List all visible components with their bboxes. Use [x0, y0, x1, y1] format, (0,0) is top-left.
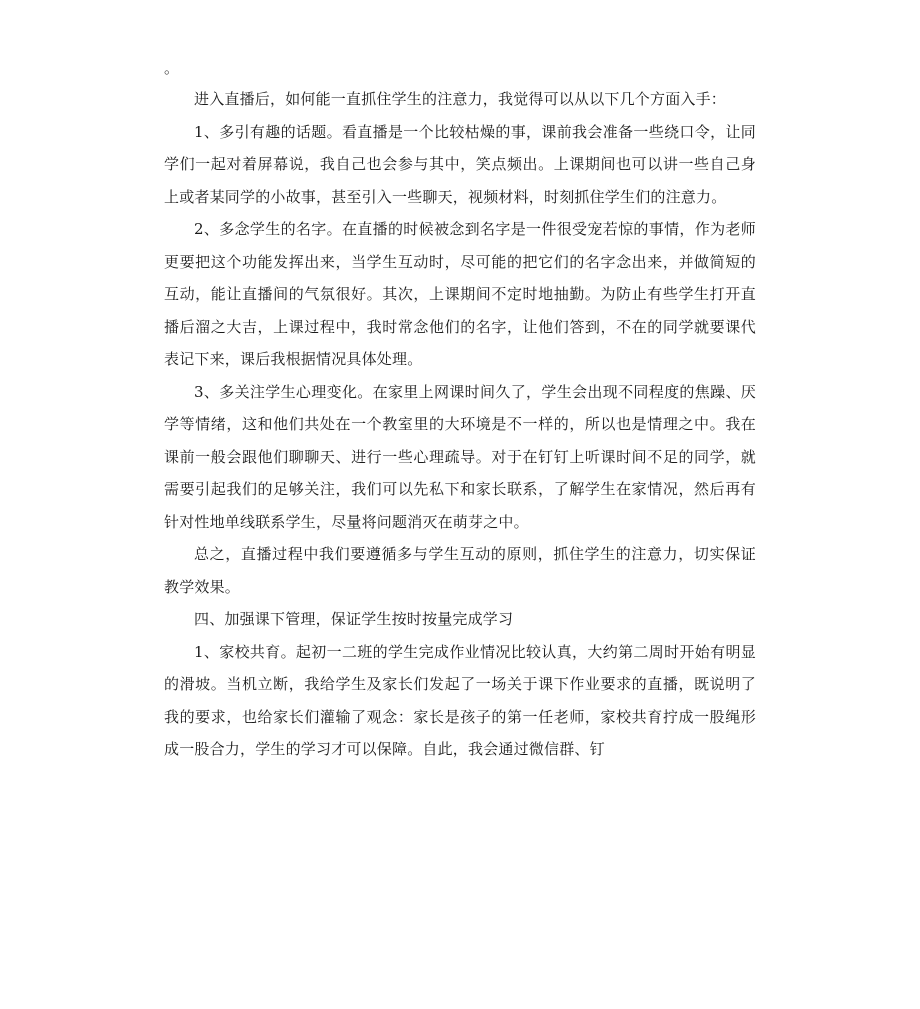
paragraph-home-school: 1、家校共育。起初一二班的学生完成作业情况比较认真，大约第二周时开始有明显的滑坡。当机立断，我给学生及家长们发起了一场关于课下作业要求的直播，既说明了我的要求，也给家长们灌输了观念：家长是孩子的第一任老师，家校共育拧成一股绳形成一股合力，学生的学习才可以保障。自此，我会通过微信群、钉 [164, 642, 756, 758]
text-fragment: 。 [164, 59, 180, 77]
document-body [164, 83, 756, 766]
section-heading: 四、加强课下管理，保证学生按时按量完成学习 [194, 610, 514, 628]
paragraph-point-1: 1、多引有趣的话题。看直播是一个比较枯燥的事，课前我会准备一些绕口令，让同学们一起对着屏幕说，我自己也会参与其中，笑点频出。上课期间也可以讲一些自己身上或者某同学的小故事，甚至引入一些聊天，视频材料，时刻抓住学生们的注意力。 [164, 122, 756, 206]
paragraph-summary: 总之，直播过程中我们要遵循多与学生互动的原则，抓住学生的注意力，切实保证教学效果。 [164, 545, 756, 596]
paragraph-intro: 进入直播后，如何能一直抓住学生的注意力，我觉得可以从以下几个方面入手： [194, 90, 727, 108]
paragraph-point-2: 2、多念学生的名字。在直播的时候被念到名字是一件很受宠若惊的事情，作为老师更要把这个功能发挥出来，当学生互动时，尽可能的把它们的名字念出来，并做简短的互动，能让直播间的气氛很好。其次，上课期间不定时地抽勤。为防止有些学生打开直播后溜之大吉，上课过程中，我时常念他们的名字，让他们答到，不在的同学就要课代表记下来，课后我根据情况具体处理。 [164, 220, 756, 368]
paragraph-point-3: 3、多关注学生心理变化。在家里上网课时间久了，学生会出现不同程度的焦躁、厌学等情绪，这和他们共处在一个教室里的大环境是不一样的，所以也是情理之中。我在课前一般会跟他们聊聊天、进行一些心理疏导。对于在钉钉上听课时间不足的同学，就需要引起我们的足够关注，我们可以先私下和家长联系，了解学生在家情况，然后再有针对性地单线联系学生，尽量将问题消灭在萌芽之中。 [164, 382, 756, 531]
